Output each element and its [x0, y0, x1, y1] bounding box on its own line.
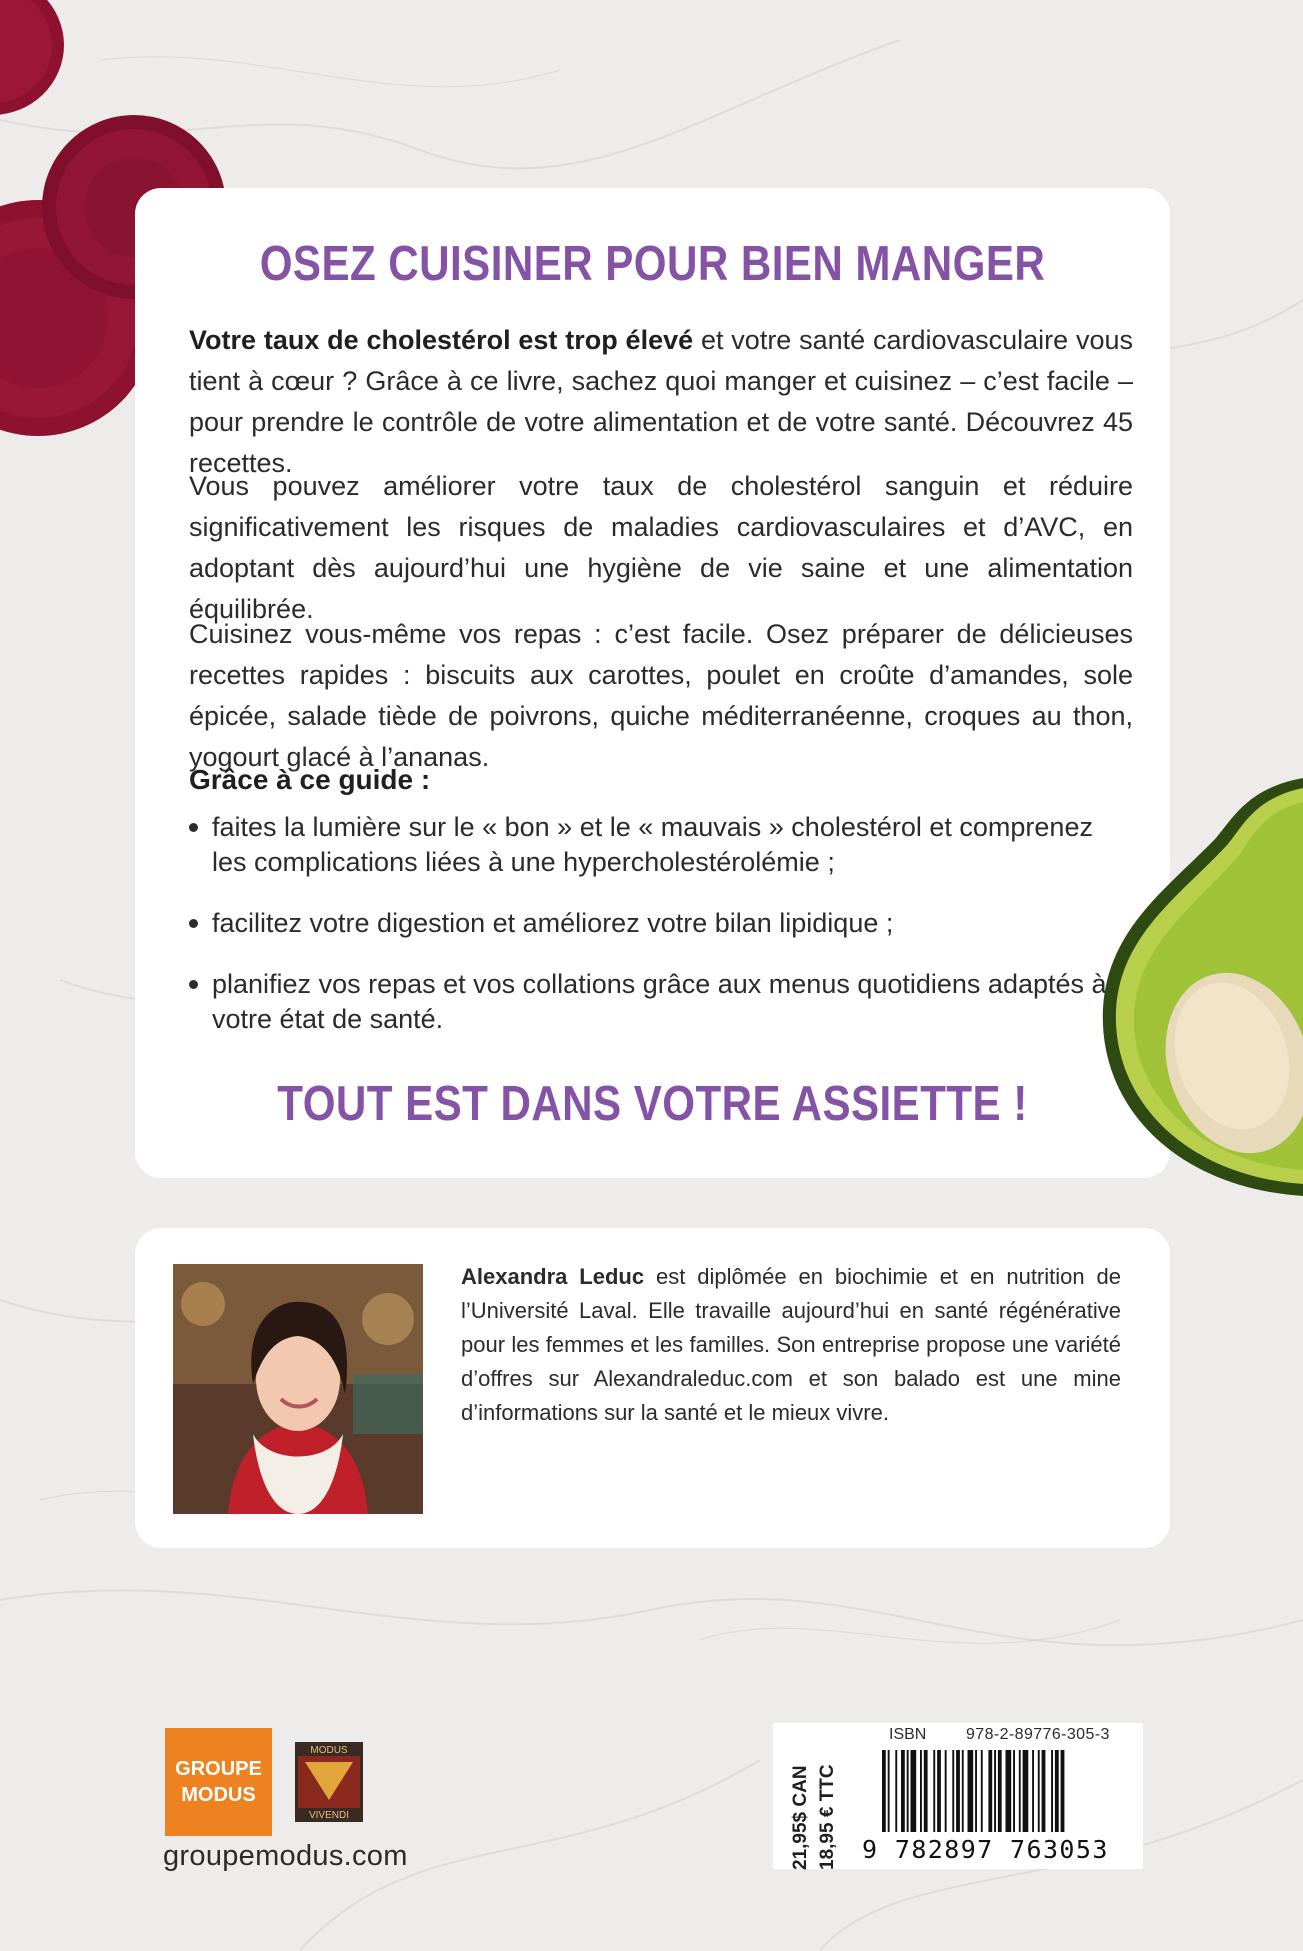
price-cad: 21,95$ CAN	[790, 1765, 811, 1870]
barcode-bar	[933, 1750, 935, 1832]
barcode-bar	[920, 1750, 922, 1832]
barcode-bar	[975, 1750, 977, 1832]
barcode-bar	[1019, 1750, 1021, 1832]
price-block	[790, 1752, 838, 1870]
publisher-url: groupemodus.com	[163, 1840, 408, 1872]
barcode-bar	[994, 1750, 996, 1832]
barcode-digits: 9 782897 763053	[862, 1835, 1109, 1864]
barcode-bar	[998, 1750, 1002, 1832]
barcode-bar	[1061, 1750, 1065, 1832]
author-name: Alexandra Leduc	[461, 1264, 645, 1289]
barcode-bar	[956, 1750, 960, 1832]
barcode-bar	[962, 1750, 964, 1832]
guide-title: Grâce à ce guide :	[189, 764, 431, 795]
headline-top: OSEZ CUISINER POUR BIEN MANGER	[259, 237, 1046, 291]
headline-bottom: TOUT EST DANS VOTRE ASSIETTE !	[277, 1077, 1028, 1131]
intro-paragraph	[189, 320, 1133, 484]
barcode-bar	[882, 1750, 886, 1832]
barcode-bar	[937, 1750, 941, 1832]
guide-bullet-list	[189, 810, 1119, 1037]
barcode-bar	[1006, 1750, 1012, 1832]
modus-vivendi-logo	[295, 1742, 363, 1822]
barcode-bar	[895, 1750, 897, 1832]
barcode-bar	[1042, 1750, 1046, 1832]
barcode-bar	[907, 1750, 909, 1832]
author-card	[135, 1228, 1170, 1548]
barcode-bar	[945, 1750, 947, 1832]
barcode-bar	[952, 1750, 954, 1832]
barcode-bar	[1023, 1750, 1029, 1832]
recipes-paragraph: Cuisinez vous-même vos repas : c’est facile. Osez préparer de délicieuses recettes rapides : biscuits aux carottes, poulet en croûte d’amandes, sole épicée, salade tiède de poivrons, quiche méditerranéenne, croques au thon, yogourt glacé à l’ananas.	[189, 619, 1133, 772]
author-bio	[461, 1260, 1121, 1430]
barcode-bar	[988, 1750, 992, 1832]
avocado-decoration	[1098, 778, 1303, 1198]
barcode-bar	[1013, 1750, 1015, 1832]
barcode-bar	[1038, 1750, 1040, 1832]
groupe-modus-logo: GROUPE MODUS	[165, 1728, 272, 1836]
intro-rest: et votre santé cardiovasculaire vous tient à cœur ? Grâce à ce livre, sachez quoi manger et cuisinez – c’est facile – pour prendre le contrôle de votre alimentation et de votre santé. Découvrez 45 recettes.	[189, 325, 1133, 478]
bullet-icon	[189, 919, 198, 928]
isbn-label: ISBN	[889, 1726, 927, 1743]
intro-bold: Votre taux de cholestérol est trop élevé	[189, 325, 694, 355]
barcode-bar	[924, 1750, 928, 1832]
list-item: faites la lumière sur le « bon » et le « mauvais » cholestérol et comprenez les complications liées à une hypercholestérolémie ;	[189, 810, 1119, 880]
benefits-paragraph: Vous pouvez améliorer votre taux de cholestérol sanguin et réduire significativement les risques de maladies cardiovasculaires et d’AVC, en adoptant dès aujourd’hui une hygiène de vie saine et une alimentation équilibrée.	[189, 471, 1133, 624]
author-bio-text: est diplômée en biochimie et en nutrition de l’Université Laval. Elle travaille aujourd’hui en santé régénérative pour les femmes et les familles. Son entreprise propose une variété d’offres sur Alexandraleduc.com et son balado est une mine d’informations sur la santé et le mieux vivre.	[461, 1264, 1122, 1425]
bullet-icon	[189, 980, 198, 989]
summary-card	[135, 188, 1170, 1178]
barcode-bar	[911, 1750, 917, 1832]
list-item: planifiez vos repas et vos collations grâce aux menus quotidiens adaptés à votre état de santé.	[189, 967, 1119, 1037]
barcode-bar	[901, 1750, 905, 1832]
barcode-bar	[888, 1750, 890, 1832]
bullet-icon	[189, 823, 198, 832]
author-photo	[173, 1264, 423, 1514]
barcode-bar	[1032, 1750, 1034, 1832]
barcode-bar	[981, 1750, 983, 1832]
barcode-bar	[1055, 1750, 1059, 1832]
barcode-bar	[968, 1750, 974, 1832]
modus-vivendi-text-bottom: VIVENDI	[308, 1810, 350, 1821]
price-eur: 18,95 € TTC	[817, 1764, 838, 1870]
list-item: facilitez votre digestion et améliorez votre bilan lipidique ;	[189, 906, 1119, 941]
barcode-bars	[882, 1750, 1136, 1838]
barcode-bar	[1051, 1750, 1053, 1832]
isbn-value: 978-2-89776-305-3	[966, 1726, 1110, 1743]
modus-vivendi-text-top: MODUS	[310, 1745, 348, 1756]
